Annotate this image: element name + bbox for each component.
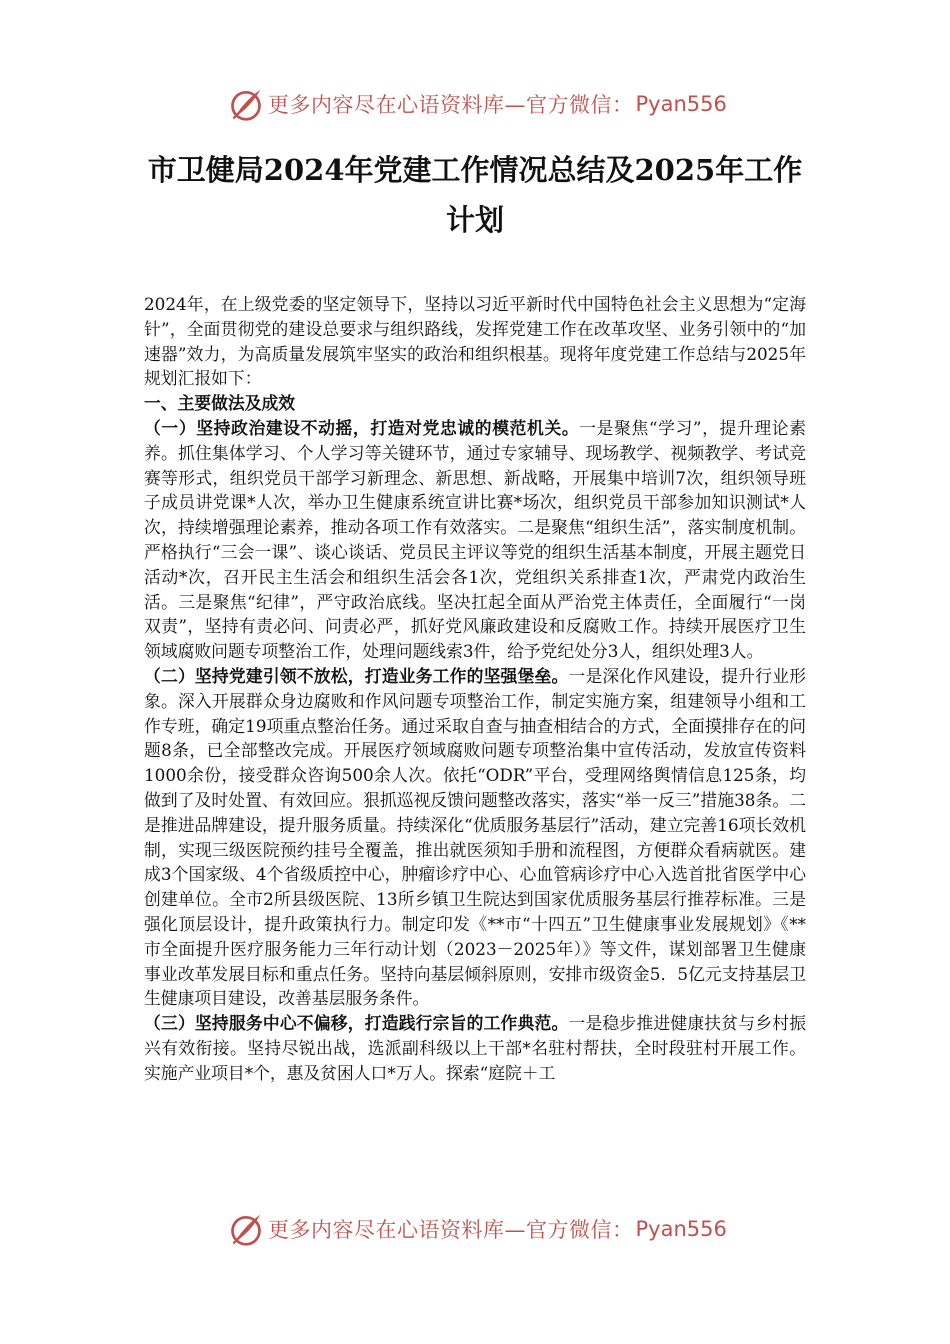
paragraph-3-text: 一是稳步推进健康扶贫与乡村振兴有效衔接。坚持尽锐出战，选派副科级以上干部*名驻村帮扶，全时段驻村开展工作。实施产业项目*个，惠及贫困人口*万人。探索“庭院＋工	[144, 1013, 806, 1083]
watermark-banner-bottom	[228, 1209, 727, 1249]
banner-text: 更多内容尽在心语资料库—官方微信：	[268, 93, 634, 117]
title-line-1: 市卫健局2024年党建工作情况总结及2025年工作	[147, 153, 803, 187]
document-title	[120, 145, 830, 245]
paragraph-3-lead: （三）坚持服务中心不偏移，打造践行宗旨的工作典范。	[144, 1013, 569, 1034]
paragraph-1-text: 一是聚焦“学习”，提升理论素养。抓住集体学习、个人学习等关键环节，通过专家辅导、现场教学、视频教学、考试竞赛等形式，组织党员干部学习新理念、新思想、新战略，开展集中培训7次，组织领导班子成员讲党课*人次，举办卫生健康系统宣讲比赛*场次，组织党员干部参加知识测试*人次，持续增强理论素养，推动各项工作有效落实。二是聚焦“组织生活”，落实制度机制。严格执行“三会一课”、谈心谈话、党员民主评议等党的组织生活基本制度，开展主题党日活动*次，召开民主生活会和组织生活会各1次，党组织关系排查1次，严肃党内政治生活。三是聚焦“纪律”，严守政治底线。坚决扛起全面从严治党主体责任，全面履行“一岗双责”，坚持有责必问、问责必严，抓好党风廉政建设和反腐败工作。持续开展医疗卫生领域腐败问题专项整治工作，处理问题线索3件，给予党纪处分3人，组织处理3人。	[144, 417, 806, 662]
paragraph-1	[144, 416, 806, 664]
document-body	[144, 292, 806, 1086]
paragraph-1-lead: （一）坚持政治建设不动摇，打造对党忠诚的模范机关。	[144, 417, 580, 438]
quill-pen-logo-icon	[228, 86, 264, 122]
banner-account: Pyan556	[635, 92, 727, 116]
banner-text: 更多内容尽在心语资料库—官方微信：	[268, 1218, 634, 1242]
paragraph-2-lead: （二）坚持党建引领不放松，打造业务工作的坚强堡垒。	[144, 665, 569, 686]
title-line-2: 计划	[445, 203, 504, 237]
paragraph-2	[144, 664, 806, 1011]
paragraph-3	[144, 1011, 806, 1085]
watermark-banner-top	[228, 84, 727, 124]
section-heading: 一、主要做法及成效	[144, 393, 296, 414]
paragraph-2-text: 一是深化作风建设，提升行业形象。深入开展群众身边腐败和作风问题专项整治工作，制定实施方案，组建领导小组和工作专班，确定19项重点整治任务。通过采取自查与抽查相结合的方式，全面摸排存在的问题8条，已全部整改完成。开展医疗领域腐败问题专项整治集中宣传活动，发放宣传资料1000余份，接受群众咨询500余人次。依托“ODR”平台，受理网络舆情信息125条，均做到了及时处置、有效回应。狠抓巡视反馈问题整改落实，落实“举一反三”措施38条。二是推进品牌建设，提升服务质量。持续深化“优质服务基层行”活动，建立完善16项长效机制，实现三级医院预约挂号全覆盖，推出就医须知手册和流程图，方便群众看病就医。建成3个国家级、4个省级质控中心，肿瘤诊疗中心、心血管病诊疗中心入选首批省医学中心创建单位。全市2所县级医院、13所乡镇卫生院达到国家优质服务基层行推荐标准。三是强化顶层设计，提升政策执行力。制定印发《**市“十四五”卫生健康事业发展规划》《**市全面提升医疗服务能力三年行动计划（2023－2025年）》等文件，谋划部署卫生健康事业改革发展目标和重点任务。坚持向基层倾斜原则，安排市级资金5．5亿元支持基层卫生健康项目建设，改善基层服务条件。	[144, 665, 806, 1009]
banner-account: Pyan556	[635, 1217, 727, 1241]
quill-pen-logo-icon	[228, 1211, 264, 1247]
intro-paragraph: 2024年，在上级党委的坚定领导下，坚持以习近平新时代中国特色社会主义思想为“定海针”，全面贯彻党的建设总要求与组织路线，发挥党建工作在改革攻坚、业务引领中的“加速器”效力，为高质量发展筑牢坚实的政治和组织根基。现将年度党建工作总结与2025年规划汇报如下：	[144, 294, 806, 389]
